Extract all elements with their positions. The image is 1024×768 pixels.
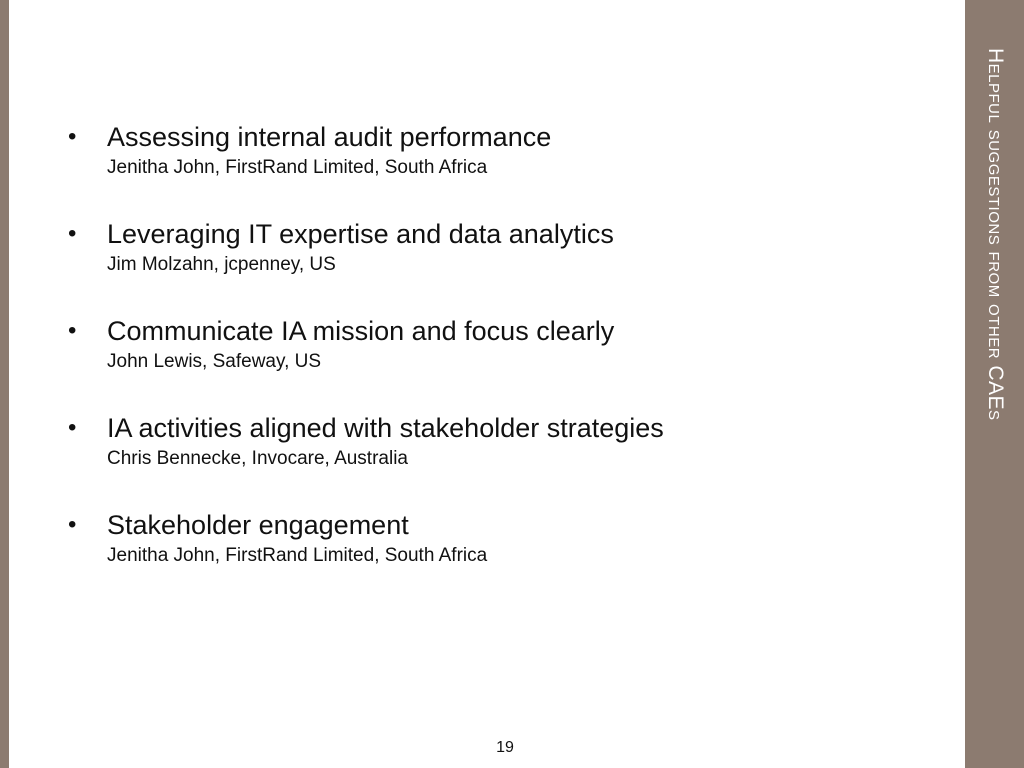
list-item <box>66 312 946 409</box>
list-item <box>66 506 946 603</box>
bullet-icon: • <box>68 220 77 247</box>
bullet-subtitle: Jim Molzahn, jcpenney, US <box>107 254 336 275</box>
list-item <box>66 409 946 506</box>
list-item <box>66 118 946 215</box>
bullet-title: Stakeholder engagement <box>107 510 409 540</box>
bullet-title: IA activities aligned with stakeholder strategies <box>107 413 664 443</box>
bullet-icon: • <box>68 511 77 538</box>
left-accent-bar <box>0 0 9 768</box>
bullet-list <box>66 118 946 603</box>
bullet-subtitle: John Lewis, Safeway, US <box>107 351 322 372</box>
bullet-title: Assessing internal audit performance <box>107 122 552 152</box>
bullet-title: Leveraging IT expertise and data analytics <box>107 219 614 249</box>
bullet-icon: • <box>68 123 77 150</box>
bullet-title: Communicate IA mission and focus clearly <box>107 316 615 346</box>
list-item <box>66 215 946 312</box>
page-number: 19 <box>496 739 514 756</box>
bullet-subtitle: Chris Bennecke, Invocare, Australia <box>107 448 408 469</box>
bullet-icon: • <box>68 414 77 441</box>
bullet-icon: • <box>68 317 77 344</box>
side-title: Helpful suggestions from other CAEs <box>984 48 1007 421</box>
bullet-subtitle: Jenitha John, FirstRand Limited, South Africa <box>107 545 488 566</box>
bullet-subtitle: Jenitha John, FirstRand Limited, South Africa <box>107 157 488 178</box>
